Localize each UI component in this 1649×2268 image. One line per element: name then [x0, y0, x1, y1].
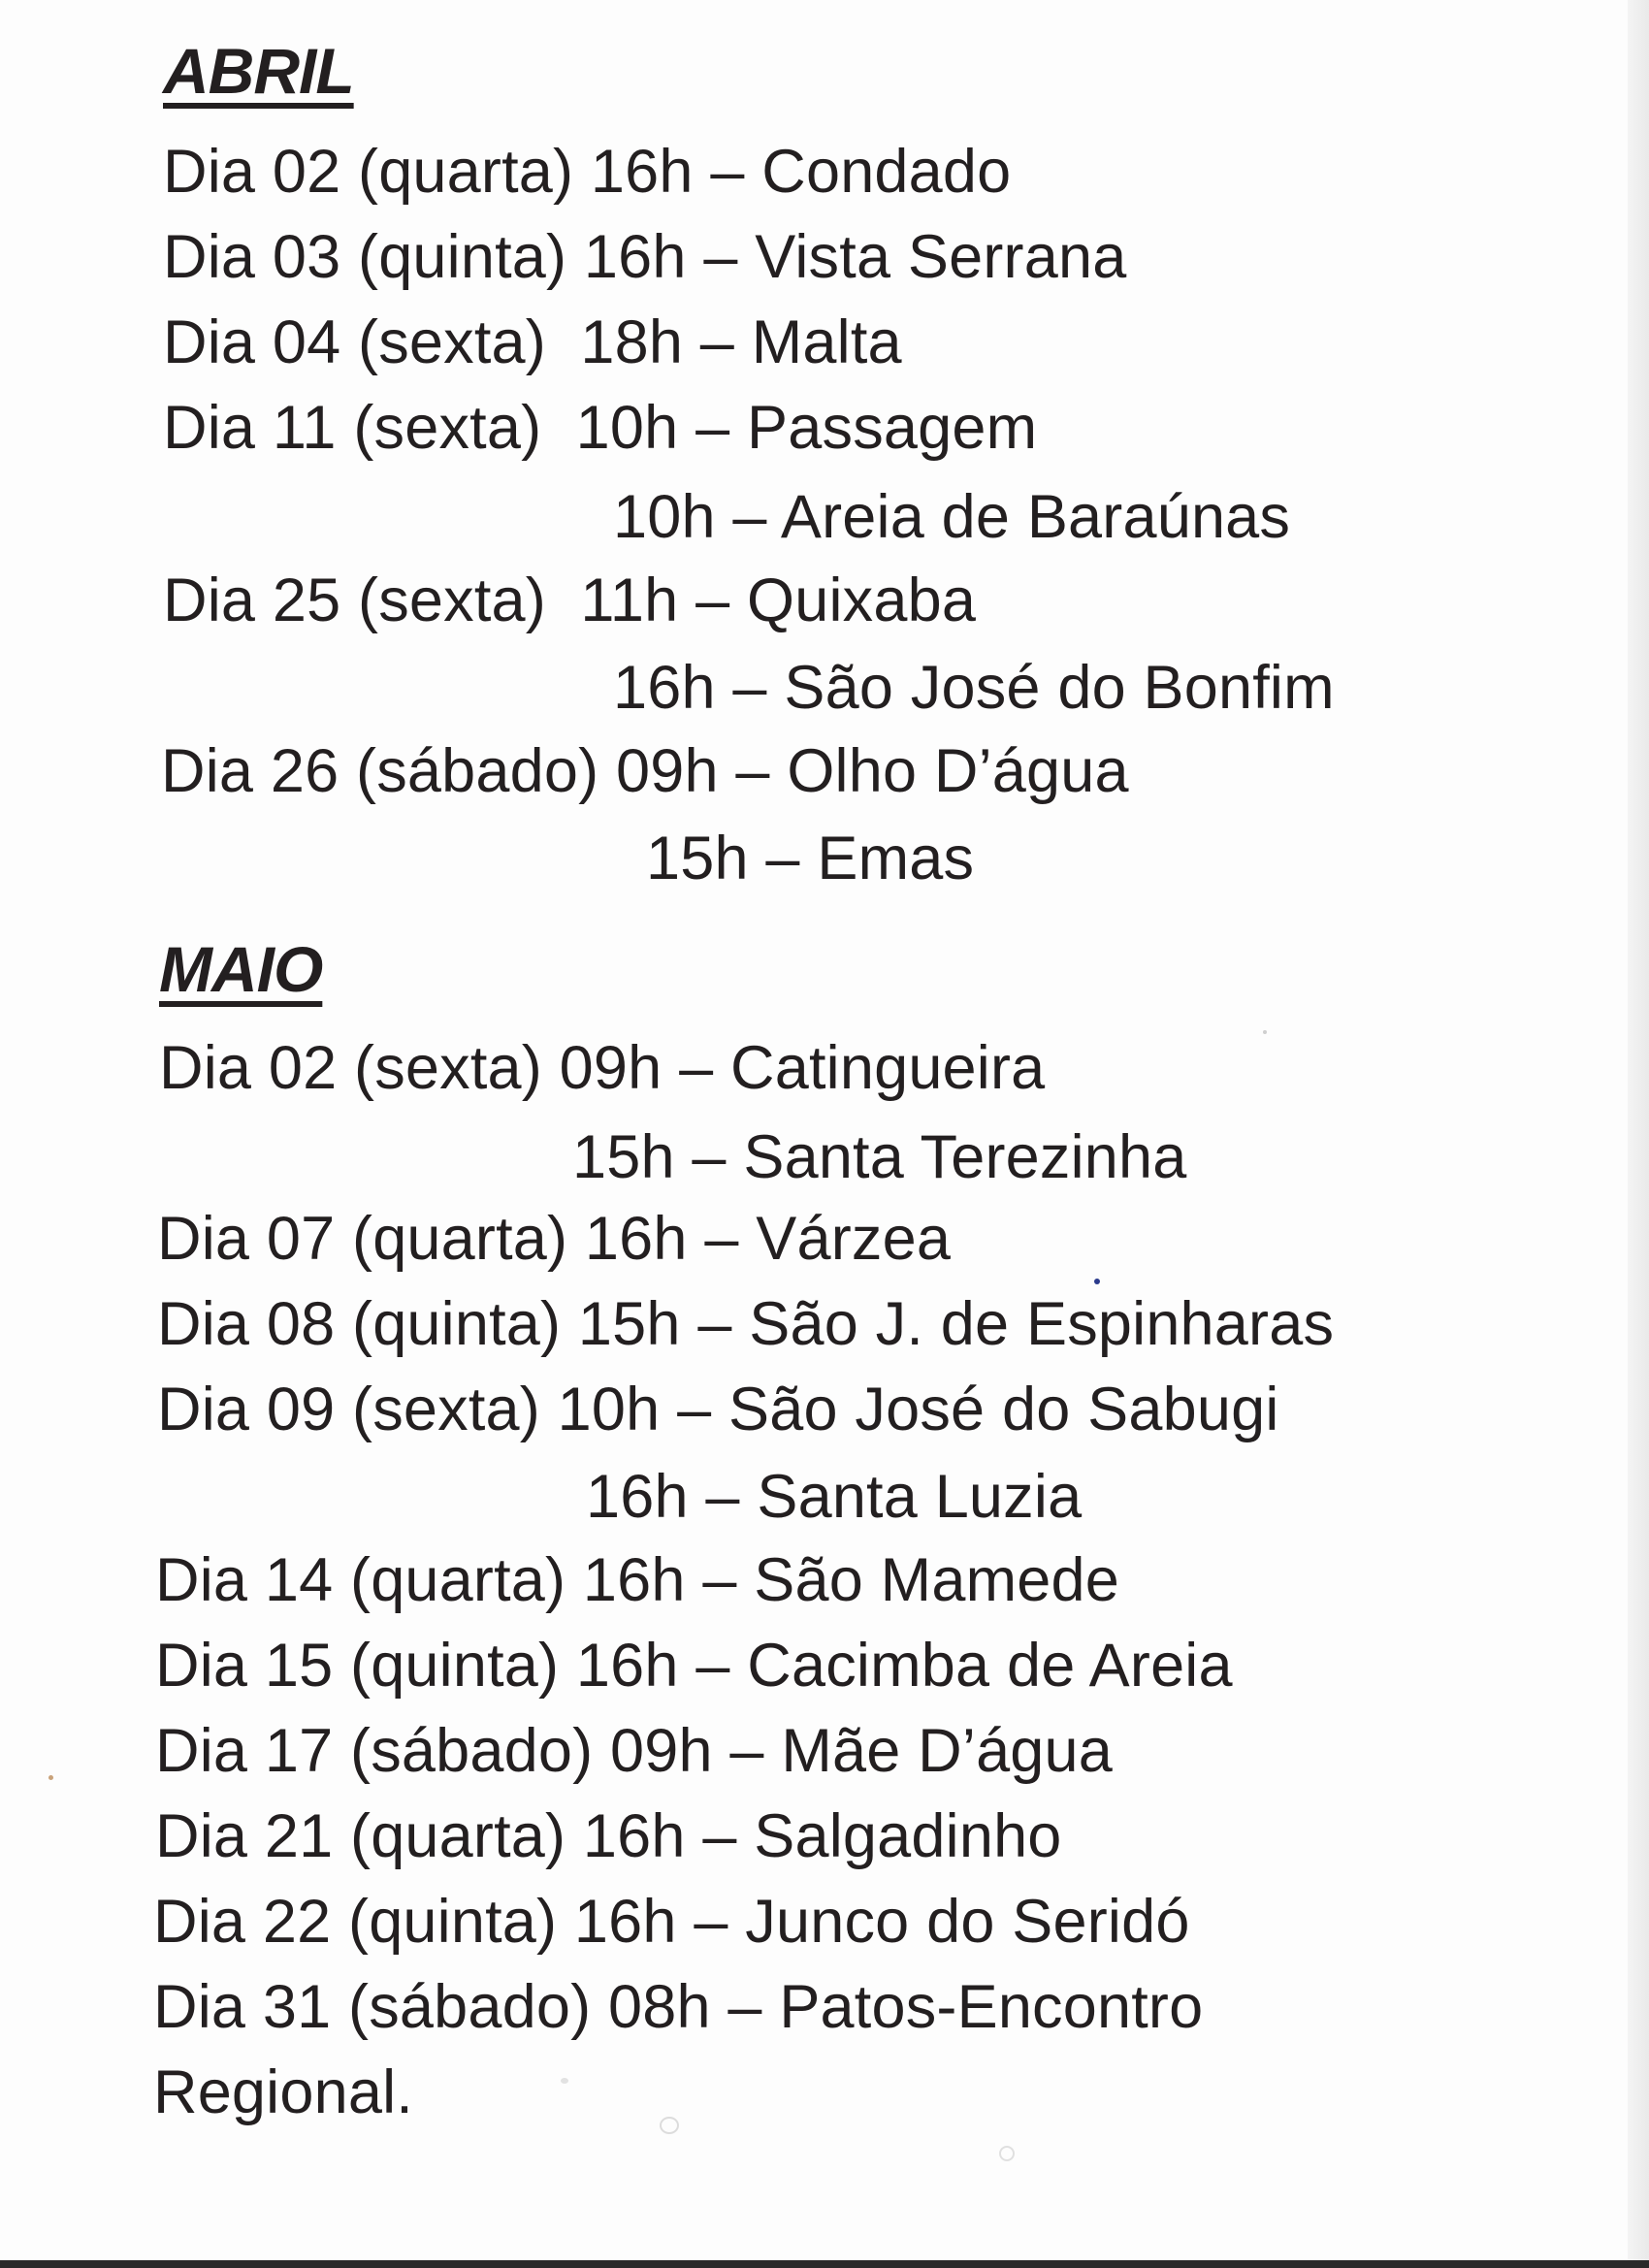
schedule-line-continuation: 10h – Areia de Baraúnas: [613, 483, 1291, 551]
scan-speck: [561, 2078, 568, 2084]
schedule-line: Dia 09 (sexta) 10h – São José do Sabugi: [157, 1376, 1279, 1443]
schedule-line: Dia 14 (quarta) 16h – São Mamede: [155, 1546, 1119, 1614]
schedule-line: Dia 04 (sexta) 18h – Malta: [163, 308, 902, 376]
schedule-line: Dia 15 (quinta) 16h – Cacimba de Areia: [155, 1632, 1233, 1700]
schedule-line: Regional.: [153, 2058, 413, 2126]
schedule-line: Dia 25 (sexta) 11h – Quixaba: [163, 567, 977, 634]
schedule-line: Dia 26 (sábado) 09h – Olho D’água: [161, 737, 1129, 805]
schedule-line: Dia 02 (quarta) 16h – Condado: [163, 138, 1012, 206]
scan-speck: [1094, 1279, 1100, 1284]
scan-edge-bottom: [0, 2260, 1649, 2268]
schedule-line: Dia 02 (sexta) 09h – Catingueira: [159, 1034, 1046, 1102]
section-heading-maio: MAIO: [159, 933, 323, 1005]
schedule-line: Dia 07 (quarta) 16h – Várzea: [157, 1205, 952, 1273]
section-heading-abril: ABRIL: [163, 35, 354, 107]
schedule-line-continuation: 15h – Santa Terezinha: [572, 1123, 1187, 1191]
schedule-line: Dia 08 (quinta) 15h – São J. de Espinharas: [157, 1290, 1335, 1358]
schedule-line: Dia 31 (sábado) 08h – Patos-Encontro: [153, 1973, 1204, 2041]
scan-speck: [999, 2146, 1015, 2161]
schedule-line: Dia 11 (sexta) 10h – Passagem: [163, 394, 1038, 462]
schedule-line-continuation: 16h – São José do Bonfim: [613, 654, 1335, 722]
scan-edge-right: [1628, 0, 1649, 2268]
scan-speck: [660, 2117, 679, 2134]
schedule-line: Dia 17 (sábado) 09h – Mãe D’água: [155, 1717, 1114, 1785]
schedule-line: Dia 22 (quinta) 16h – Junco do Seridó: [153, 1888, 1190, 1956]
schedule-line-continuation: 15h – Emas: [646, 825, 975, 892]
schedule-line-continuation: 16h – Santa Luzia: [586, 1463, 1083, 1531]
scan-speck: [1263, 1030, 1267, 1034]
schedule-line: Dia 21 (quarta) 16h – Salgadinho: [155, 1802, 1062, 1870]
schedule-line: Dia 03 (quinta) 16h – Vista Serrana: [163, 223, 1127, 291]
scan-speck: [48, 1775, 53, 1780]
